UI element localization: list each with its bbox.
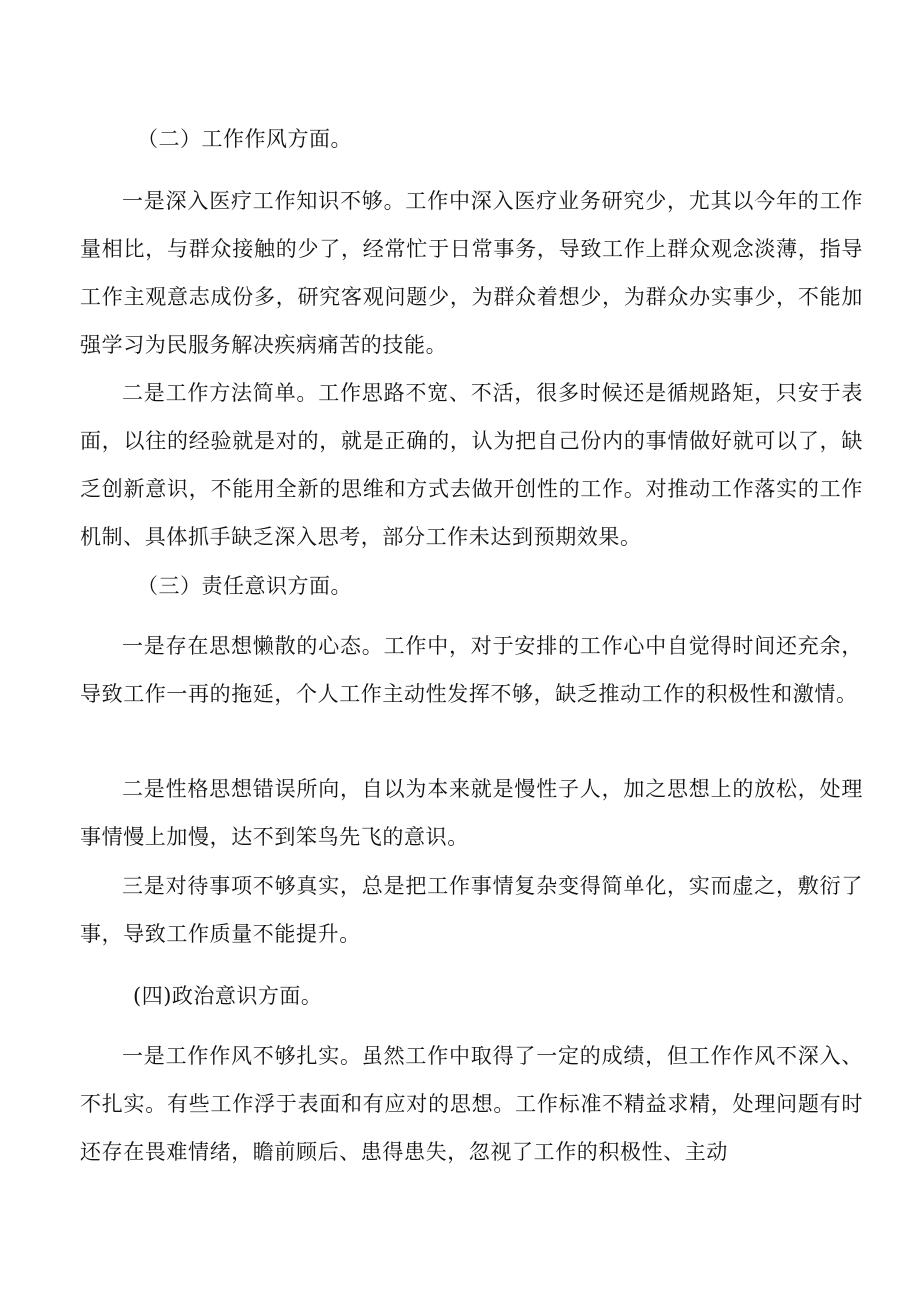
section-heading-responsibility: （三）责任意识方面。: [137, 574, 352, 598]
paragraph-perfunctory: 三是对待事项不够真实，总是把工作事情复杂变得简单化，实而虚之，敷衍了事，导致工作质量不能提升。: [80, 874, 863, 946]
paragraph-medical-knowledge: 一是深入医疗工作知识不够。工作中深入医疗业务研究少，尤其以今年的工作量相比，与群众接触的少了，经常忙于日常事务，导致工作上群众观念淡薄，指导工作主观意志成份多，研究客观问题少，为群众着想少，为群众办实事少，不能加强学习为民服务解决疾病痛苦的技能。: [80, 189, 863, 357]
section-heading-work-style: （二）工作作风方面。: [137, 127, 352, 151]
paragraph-personality: 二是性格思想错误所向，自以为本来就是慢性子人，加之思想上的放松，处理事情慢上加慢，达不到笨鸟先飞的意识。: [80, 777, 863, 849]
paragraph-work-style-solid: 一是工作作风不够扎实。虽然工作中取得了一定的成绩，但工作作风不深入、不扎实。有些工作浮于表面和有应对的思想。工作标准不精益求精，处理问题有时还存在畏难情绪，瞻前顾后、患得患失，忽视了工作的积极性、主动: [80, 1044, 863, 1164]
paragraph-lazy-mindset: 一是存在思想懒散的心态。工作中，对于安排的工作心中自觉得时间还充余，导致工作一再的拖延，个人工作主动性发挥不够，缺乏推动工作的积极性和激情。: [80, 634, 863, 706]
section-heading-political: (四)政治意识方面。: [133, 984, 323, 1008]
paragraph-work-method: 二是工作方法简单。工作思路不宽、不活，很多时候还是循规路矩，只安于表面，以往的经验就是对的，就是正确的，认为把自己份内的事情做好就可以了，缺乏创新意识，不能用全新的思维和方式去做开创性的工作。对推动工作落实的工作机制、具体抓手缺乏深入思考，部分工作未达到预期效果。: [80, 381, 863, 549]
